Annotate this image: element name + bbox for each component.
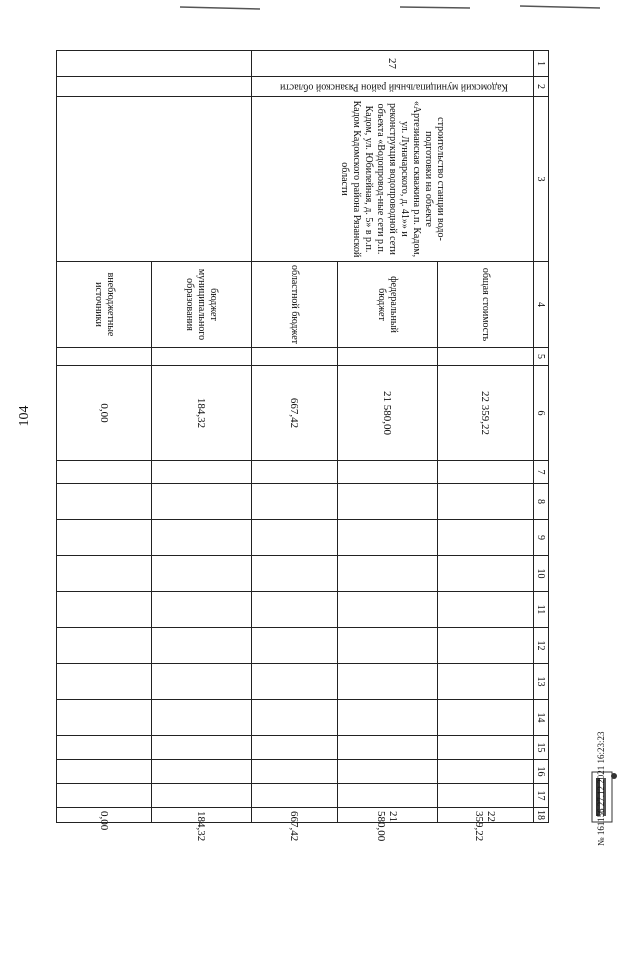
rotated-table [56,50,549,842]
col-num: 14 [534,700,549,736]
value-col6: 667,42 [252,366,338,461]
rotated-table-frame [56,50,549,842]
value-col18: 0,00 [57,808,152,823]
col-num: 6 [534,366,549,461]
col-num: 3 [534,97,549,262]
col-num: 16 [534,760,549,784]
col-num: 12 [534,628,549,664]
finance-label: областной бюджет [252,262,338,348]
value-col6: 22 359,22 [438,366,534,461]
finance-row [152,51,252,823]
value-col6: 184,32 [152,366,252,461]
page-number: 104 [17,405,32,427]
object-description: строительство станции водо-подготовки на объекте «Артезианская скважина р.п. Кадом, ул. Луначарского, д. 41»» и реконструкция водопроводной сети объекта «Водопровод-ные сети р.п. Кадом, ул. Юбилейная, д. 5» в р.п. Кадом Кадомского района Рязанской области [252,97,534,262]
col-num: 5 [534,348,549,366]
col-num: 8 [534,484,549,520]
col-num: 1 [534,51,549,77]
value-col18: 184,32 [152,808,252,823]
finance-label: общая стоимость [438,262,534,348]
finance-row [438,51,534,823]
col-num: 15 [534,736,549,760]
col-num: 13 [534,664,549,700]
footer-registration: № 161156 27.12.2021 16:23:23 [596,731,606,846]
value-col18: 667,42 [252,808,338,823]
row-index: 27 [252,51,534,77]
value-col6: 21 580,00 [338,366,438,461]
finance-table [56,50,549,842]
col-num: 18 [534,808,549,823]
footer-wrap [596,731,610,966]
scan-edge [0,0,640,8]
col-num: 2 [534,77,549,97]
col-num: 17 [534,784,549,808]
col-num: 9 [534,520,549,556]
finance-label: федеральный бюджет [338,262,438,348]
municipality-cell: Кадомский муниципальный район Рязанской области [252,77,534,97]
column-number-row [534,51,549,823]
value-col18: 22 359,22 [438,808,534,823]
col-num: 11 [534,592,549,628]
col-num: 10 [534,556,549,592]
value-col18: 21 580,00 [338,808,438,823]
col-num: 4 [534,262,549,348]
value-col6: 0,00 [57,366,152,461]
finance-label: внебюджетные источники [57,262,152,348]
finance-label: бюджет муниципального образования [152,262,252,348]
col-num: 7 [534,461,549,484]
